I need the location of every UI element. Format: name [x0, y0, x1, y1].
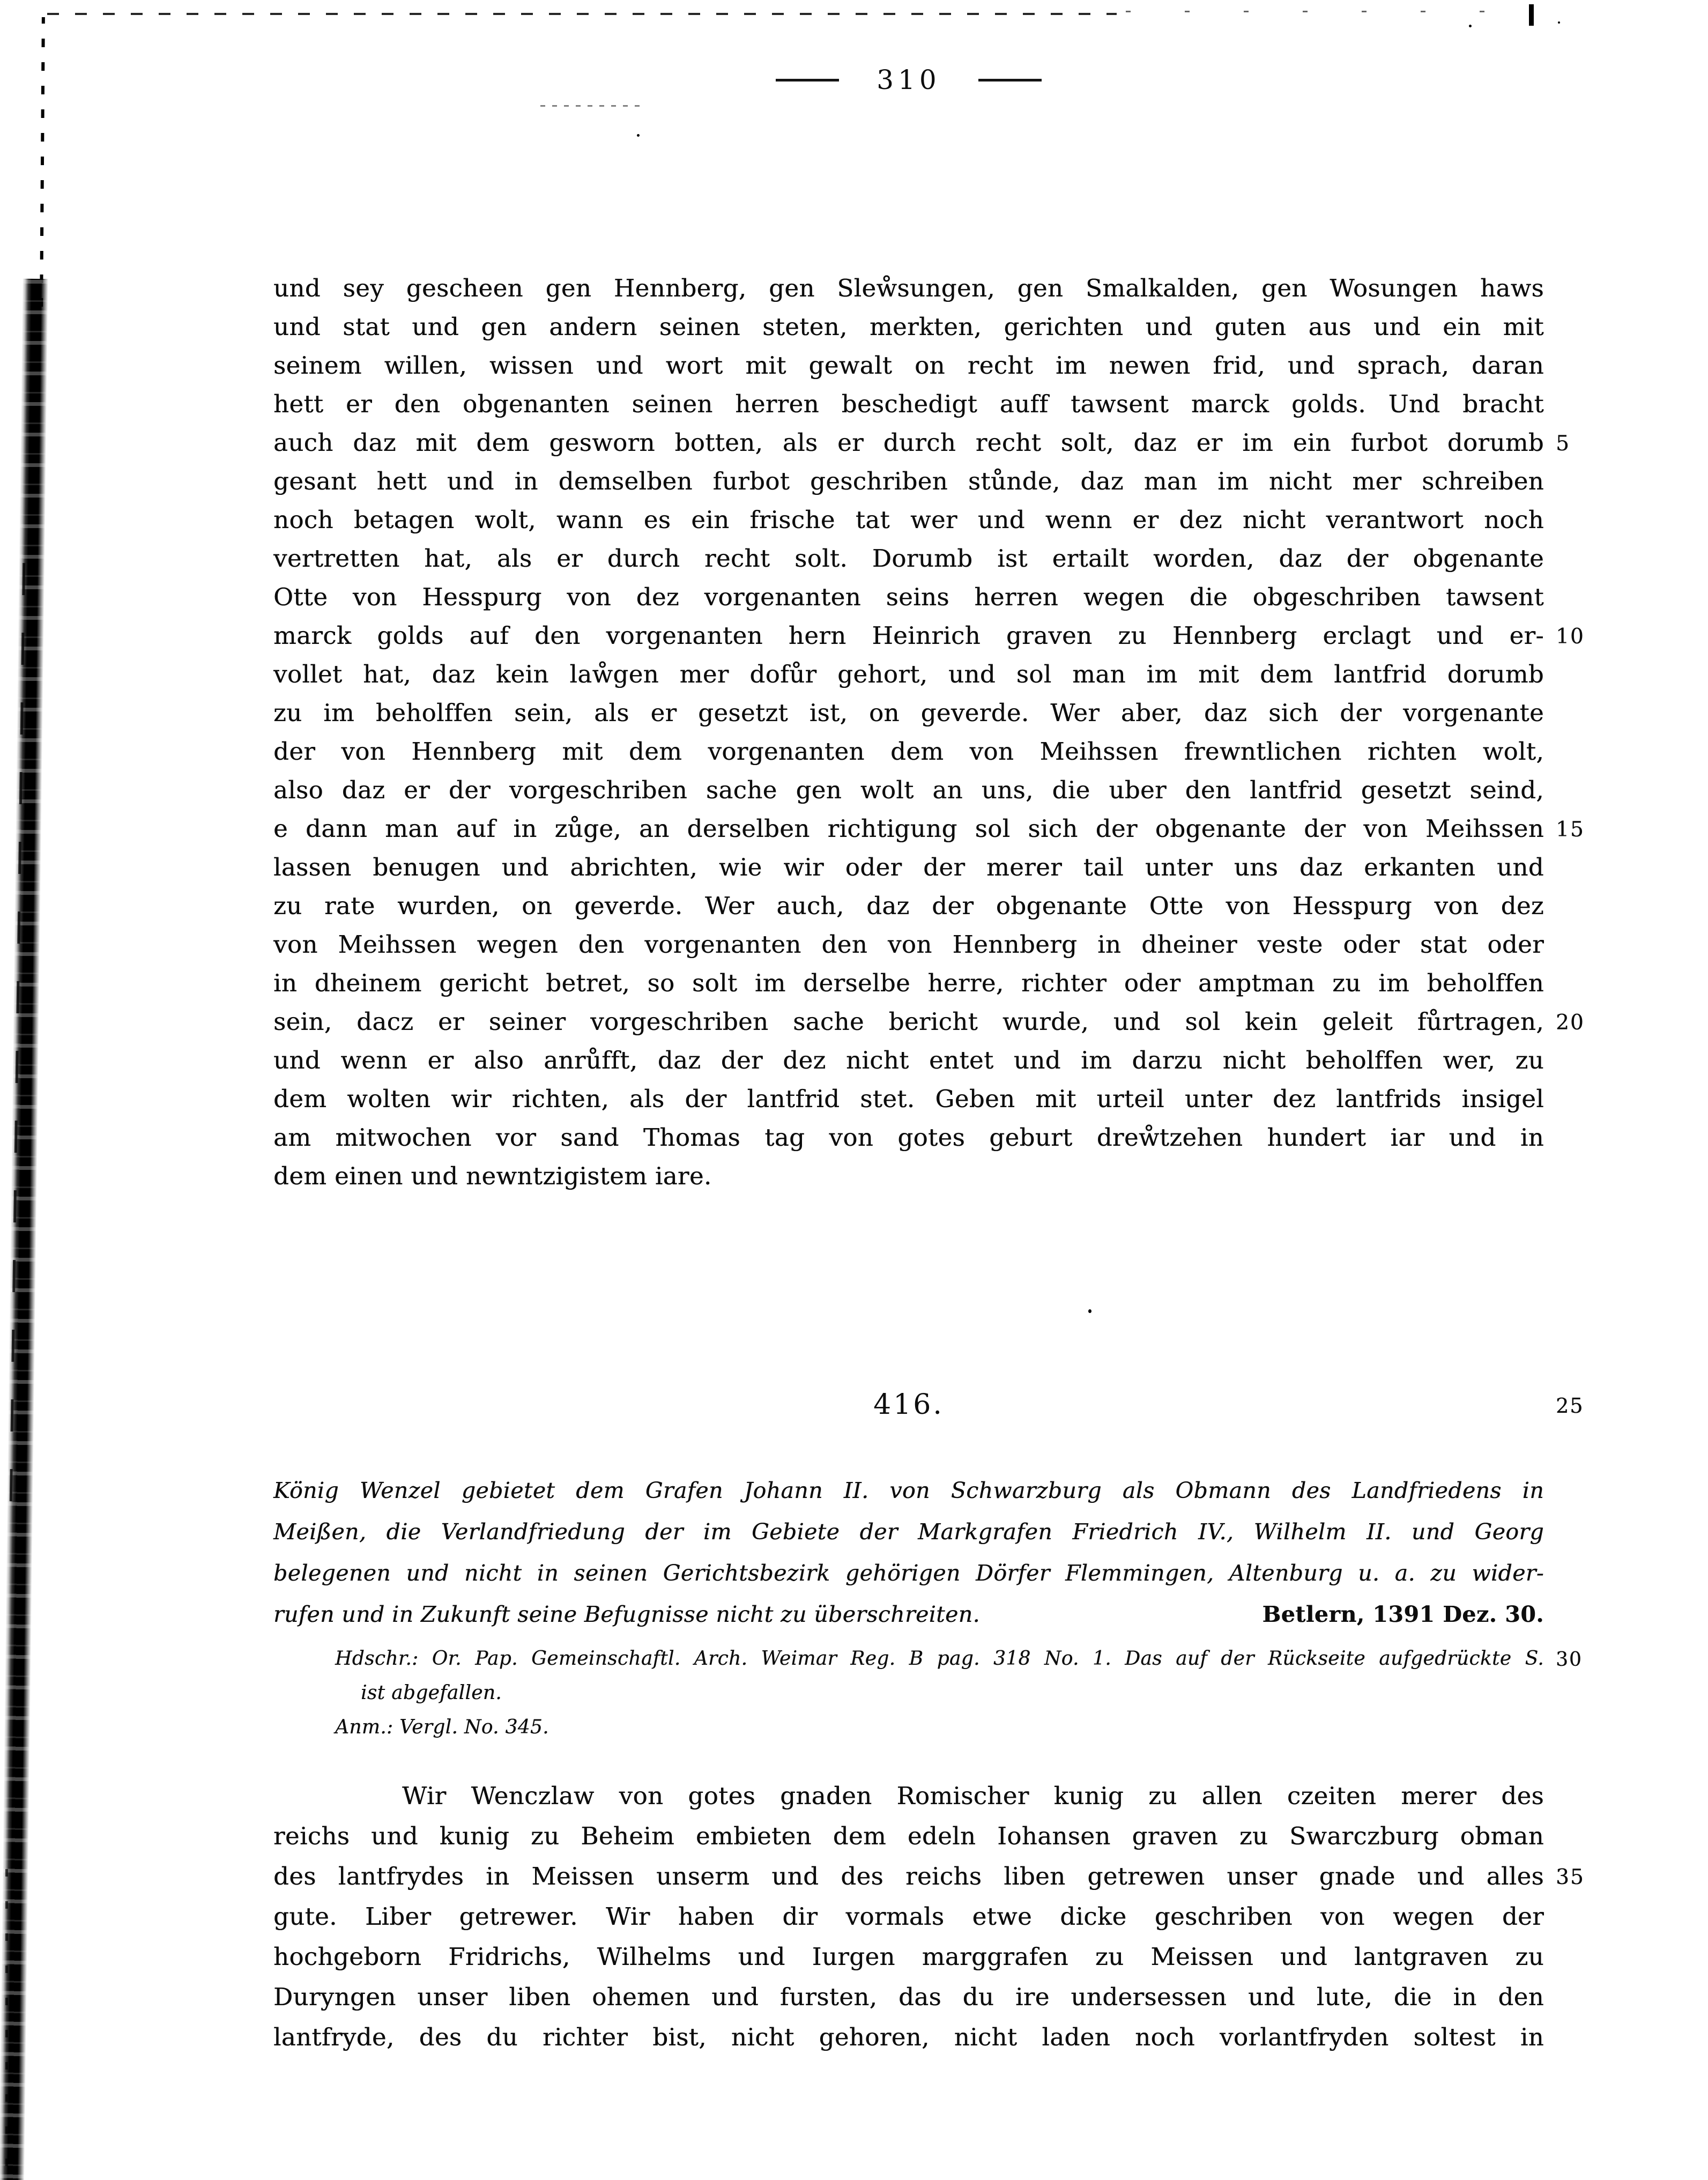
- apparatus-line: Hdschr.: Or. Pap. Gemeinschaftl. Arch. Weimar Reg. B pag. 318 No. 1. Das auf der Rückseite aufgedrückte S. 30: [335, 1642, 1544, 1676]
- text-line: e dann man auf in zůge, an derselben richtigung sol sich der obgenante der von Meihssen 15: [273, 810, 1544, 848]
- text-line: gute. Liber getrewer. Wir haben dir vormals etwe dicke geschriben von wegen der: [273, 1902, 1544, 1931]
- text-line: dem einen und newntzigistem iare.: [273, 1162, 712, 1190]
- margin-line-number: 30: [1556, 1649, 1583, 1671]
- ink-speck: [1469, 25, 1472, 27]
- margin-line-number: 10: [1556, 625, 1585, 649]
- place-and-date: Betlern, 1391 Dez. 30.: [1262, 1601, 1544, 1627]
- text-line: in dheinem gericht betret, so solt im derselbe herre, richter oder amptman zu im beholffen: [273, 969, 1544, 997]
- text-line: vollet hat, daz kein laẘgen mer dofůr gehort, und sol man im mit dem lantfrid dorumb: [273, 660, 1544, 688]
- header-rule-right: [978, 79, 1042, 81]
- document-416-apparatus: [335, 1642, 1583, 1745]
- text-line: Wir Wenczlaw von gotes gnaden Romischer kunig zu allen czeiten merer des: [402, 1782, 1544, 1810]
- document-415-body: [273, 269, 1585, 1196]
- text-line: der von Hennberg mit dem vorgenanten dem von Meihssen frewntlichen richten wolt,: [273, 737, 1544, 766]
- header-rule-left: [776, 79, 839, 81]
- regest-line-with-date: [273, 1594, 1544, 1635]
- document-416-regest: [273, 1470, 1544, 1635]
- text-line: dem wolten wir richten, als der lantfrid stet. Geben mit urteil unter dez lantfrids insigel: [273, 1085, 1544, 1113]
- text-line: seinem willen, wissen und wort mit gewalt on recht im newen frid, und sprach, daran: [273, 351, 1544, 380]
- text-line: reichs und kunig zu Beheim embieten dem edeln Iohansen graven zu Swarczburg obman: [273, 1822, 1544, 1850]
- text-line: lantfryde, des du richter bist, nicht gehoren, nicht laden noch vorlantfryden soltest in: [273, 2023, 1544, 2051]
- text-line: also daz er der vorgeschriben sache gen wolt an uns, die uber den lantfrid gesetzt seind,: [273, 776, 1544, 804]
- text-line: Duryngen unser liben ohemen und fursten, das du ire undersessen und lute, die in den: [273, 1983, 1544, 2011]
- text-line: hochgeborn Fridrichs, Wilhelms und Iurgen marggrafen zu Meissen und lantgraven zu: [273, 1942, 1544, 1971]
- text-line: marck golds auf den vorgenanten hern Heinrich graven zu Hennberg erclagt und er- 10: [273, 617, 1544, 655]
- margin-line-number: 35: [1556, 1865, 1585, 1889]
- apparatus-line: Anm.: Vergl. No. 345.: [335, 1716, 549, 1738]
- document-number-heading: 416.: [873, 1389, 944, 1421]
- text-line: zu im beholffen sein, als er gesetzt ist, on geverde. Wer aber, daz sich der vorgenante: [273, 699, 1544, 727]
- regest-line: Meißen, die Verlandfriedung der im Gebiete der Markgrafen Friedrich IV., Wilhelm II. und Georg: [273, 1519, 1544, 1545]
- text-line: noch betagen wolt, wann es ein frische tat wer und wenn er dez nicht verantwort noch: [273, 506, 1544, 534]
- text-line: zu rate wurden, on geverde. Wer auch, daz der obgenante Otte von Hesspurg von dez: [273, 892, 1544, 920]
- text-line: auch daz mit dem gesworn botten, als er durch recht solt, daz er im ein furbot dorumb 5: [273, 424, 1544, 462]
- document-416-body: [273, 1776, 1585, 2057]
- text-line: und sey gescheen gen Hennberg, gen Sleẘsungen, gen Smalkalden, gen Wosungen haws: [273, 274, 1544, 302]
- margin-line-number: 5: [1556, 432, 1570, 456]
- text-line: am mitwochen vor sand Thomas tag von gotes geburt dreẘtzehen hundert iar und in: [273, 1123, 1544, 1152]
- gutter-shadow-artifact-top: [40, 17, 45, 307]
- document-416-heading-row: [273, 1389, 1584, 1421]
- text-line: sein, dacz er seiner vorgeschriben sache bericht wurde, und sol kein geleit fůrtragen, 20: [273, 1003, 1544, 1041]
- ink-speck: [1558, 21, 1560, 24]
- regest-line: König Wenzel gebietet dem Grafen Johann II. von Schwarzburg als Obmann des Landfriedens in: [273, 1478, 1544, 1503]
- margin-line-number: 15: [1556, 818, 1585, 842]
- top-edge-scan-artifact: [47, 13, 1117, 15]
- text-line: hett er den obgenanten seinen herren beschedigt auff tawsent marck golds. Und bracht: [273, 390, 1544, 418]
- text-line: Otte von Hesspurg von dez vorgenanten seins herren wegen die obgeschriben tawsent: [273, 583, 1544, 611]
- text-line: und wenn er also anrůfft, daz der dez nicht entet und im darzu nicht beholffen wer, zu: [273, 1046, 1544, 1074]
- text-line: des lantfrydes in Meissen unserm und des reichs liben getrewen unser gnade und alles 35: [273, 1856, 1544, 1896]
- text-line: gesant hett und in demselben furbot geschriben stůnde, daz man im nicht mer schreiben: [273, 467, 1544, 495]
- margin-line-number: 20: [1556, 1011, 1585, 1035]
- text-line: und stat und gen andern seinen steten, merkten, gerichten und guten aus und ein mit: [273, 313, 1544, 341]
- regest-last-text: rufen und in Zukunft seine Befugnisse nicht zu überschreiten.: [273, 1601, 980, 1627]
- text-line: vertretten hat, als er durch recht solt. Dorumb ist ertailt worden, daz der obgenante: [273, 544, 1544, 573]
- apparatus-line: ist abgefallen.: [361, 1682, 502, 1704]
- regest-line: belegenen und nicht in seinen Gerichtsbezirk gehörigen Dörfer Flemmingen, Altenburg u. a. zu wider-: [273, 1560, 1544, 1586]
- top-edge-scan-artifact-sparse: [1126, 11, 1501, 12]
- top-right-tick-artifact: [1529, 4, 1534, 26]
- header-rule-artifact: [540, 105, 642, 107]
- text-line: lassen benugen und abrichten, wie wir oder der merer tail unter uns daz erkanten und: [273, 853, 1544, 881]
- text-line: von Meihssen wegen den vorgenanten den von Hennberg in dheiner veste oder stat oder: [273, 930, 1544, 959]
- ink-speck: [637, 134, 640, 137]
- gutter-shadow-artifact-bottom: [5, 1866, 8, 2166]
- page-header: [273, 63, 1544, 97]
- ink-speck: [1088, 1309, 1091, 1313]
- page-number: 310: [877, 64, 941, 95]
- margin-line-number: 25: [1556, 1394, 1584, 1418]
